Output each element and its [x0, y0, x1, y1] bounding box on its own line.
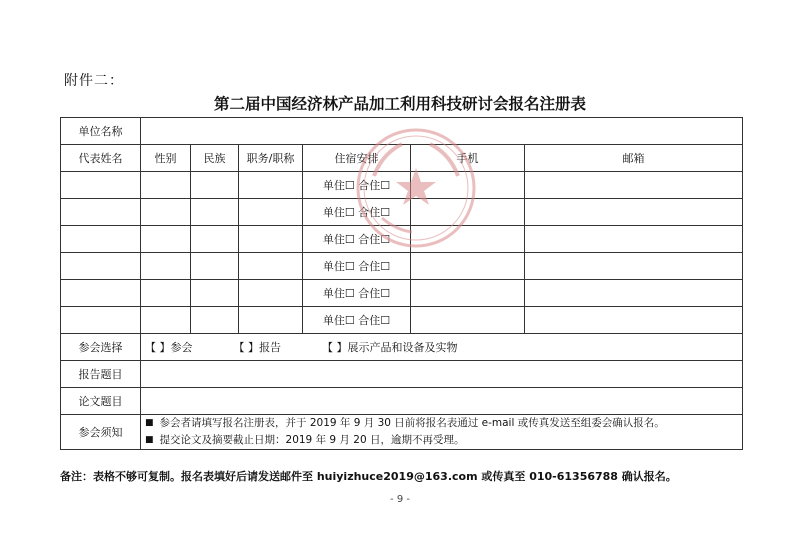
- notes-content: [141, 415, 743, 450]
- gender-field[interactable]: [141, 280, 191, 307]
- position-field[interactable]: [239, 253, 303, 280]
- table-row: [61, 280, 743, 307]
- participation-label: 参会选择: [61, 334, 141, 361]
- header-row: [61, 145, 743, 172]
- email-field[interactable]: [525, 280, 743, 307]
- lodging-options[interactable]: 单住☐ 合住☐: [303, 199, 411, 226]
- email-field[interactable]: [525, 226, 743, 253]
- option-report[interactable]: 【 】报告: [233, 341, 281, 354]
- phone-field[interactable]: [411, 307, 525, 334]
- name-field[interactable]: [61, 253, 141, 280]
- square-bullet-icon: ■: [145, 418, 154, 428]
- email-field[interactable]: [525, 307, 743, 334]
- table-row: [61, 199, 743, 226]
- form-title: 第二届中国经济林产品加工利用科技研讨会报名注册表: [213, 95, 586, 113]
- lodging-options[interactable]: 单住☐ 合住☐: [303, 172, 411, 199]
- position-field[interactable]: [239, 199, 303, 226]
- registration-table: [60, 117, 743, 450]
- participation-row: [61, 334, 743, 361]
- unit-name-field[interactable]: [141, 118, 743, 145]
- header-name: 代表姓名: [61, 145, 141, 172]
- email-field[interactable]: [525, 172, 743, 199]
- gender-field[interactable]: [141, 307, 191, 334]
- table-row: [61, 307, 743, 334]
- phone-field[interactable]: [411, 226, 525, 253]
- email-field[interactable]: [525, 253, 743, 280]
- paper-title-field[interactable]: [141, 388, 743, 415]
- position-field[interactable]: [239, 172, 303, 199]
- phone-field[interactable]: [411, 253, 525, 280]
- table-row: [61, 253, 743, 280]
- phone-field[interactable]: [411, 172, 525, 199]
- bottom-note: 备注：表格不够可复制。报名表填好后请发送邮件至 huiyizhuce2019@163.com 或传真至 010-61356788 确认报名。: [60, 470, 677, 483]
- paper-title-row: [61, 388, 743, 415]
- header-position: 职务/职称: [239, 145, 303, 172]
- option-attend[interactable]: 【 】参会: [145, 341, 193, 354]
- table-row: [61, 172, 743, 199]
- unit-name-label: 单位名称: [61, 118, 141, 145]
- ethnicity-field[interactable]: [191, 226, 239, 253]
- lodging-options[interactable]: 单住☐ 合住☐: [303, 253, 411, 280]
- lodging-options[interactable]: 单住☐ 合住☐: [303, 307, 411, 334]
- name-field[interactable]: [61, 280, 141, 307]
- report-title-row: [61, 361, 743, 388]
- name-field[interactable]: [61, 307, 141, 334]
- page-number: - 9 -: [390, 494, 410, 505]
- header-lodging: 住宿安排: [303, 145, 411, 172]
- note-item: ■ 参会者请填写报名注册表，并于 2019 年 9 月 30 日前将报名表通过 e-mail 或传真发送至组委会确认报名。: [145, 417, 665, 429]
- lodging-options[interactable]: 单住☐ 合住☐: [303, 280, 411, 307]
- gender-field[interactable]: [141, 226, 191, 253]
- position-field[interactable]: [239, 280, 303, 307]
- position-field[interactable]: [239, 307, 303, 334]
- phone-field[interactable]: [411, 199, 525, 226]
- header-phone: 手机: [411, 145, 525, 172]
- phone-field[interactable]: [411, 280, 525, 307]
- participation-options: [141, 334, 743, 361]
- position-field[interactable]: [239, 226, 303, 253]
- ethnicity-field[interactable]: [191, 307, 239, 334]
- lodging-options[interactable]: 单住☐ 合住☐: [303, 226, 411, 253]
- name-field[interactable]: [61, 199, 141, 226]
- ethnicity-field[interactable]: [191, 172, 239, 199]
- ethnicity-field[interactable]: [191, 253, 239, 280]
- gender-field[interactable]: [141, 253, 191, 280]
- attachment-label: 附件二：: [64, 73, 124, 89]
- unit-row: [61, 118, 743, 145]
- header-ethnicity: 民族: [191, 145, 239, 172]
- notes-label: 参会须知: [61, 415, 141, 450]
- name-field[interactable]: [61, 172, 141, 199]
- gender-field[interactable]: [141, 172, 191, 199]
- ethnicity-field[interactable]: [191, 280, 239, 307]
- header-gender: 性别: [141, 145, 191, 172]
- table-row: [61, 226, 743, 253]
- report-title-field[interactable]: [141, 361, 743, 388]
- header-email: 邮箱: [525, 145, 743, 172]
- ethnicity-field[interactable]: [191, 199, 239, 226]
- notes-row: [61, 415, 743, 450]
- paper-title-label: 论文题目: [61, 388, 141, 415]
- report-title-label: 报告题目: [61, 361, 141, 388]
- square-bullet-icon: ■: [145, 435, 154, 445]
- email-field[interactable]: [525, 199, 743, 226]
- name-field[interactable]: [61, 226, 141, 253]
- note-item: ■ 提交论文及摘要截止日期：2019 年 9 月 20 日，逾期不再受理。: [145, 434, 465, 446]
- gender-field[interactable]: [141, 199, 191, 226]
- option-exhibit[interactable]: 【 】展示产品和设备及实物: [322, 341, 458, 354]
